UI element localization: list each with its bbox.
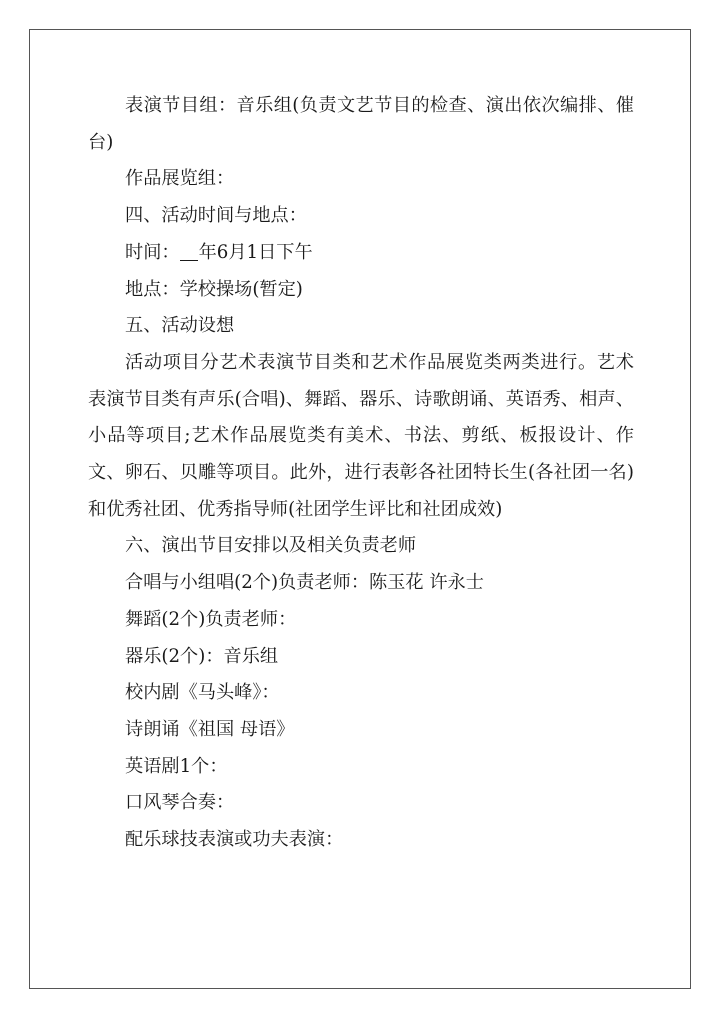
time-label: 时间： [125,241,180,263]
paragraph-melodica-ensemble: 口风琴合奏： [125,792,235,814]
date-blank-underline [180,242,198,261]
paragraph-performance-group: 表演节目组：音乐组(负责文艺节目的检查、演出依次编排、催台) [88,95,634,153]
paragraph-place: 地点：学校操场(暂定) [125,278,303,300]
paragraph-school-drama: 校内剧《马头峰》： [125,682,280,704]
heading-program-arrangement: 六、演出节目安排以及相关负责老师 [125,535,417,557]
paragraph-time [88,235,634,272]
paragraph-dance: 舞蹈(2个)负责老师： [125,608,297,630]
paragraph-english-drama: 英语剧1个： [125,755,228,777]
paragraph-poetry-recitation: 诗朗诵《祖国 母语》 [125,718,295,740]
paragraph-instrumental: 器乐(2个)：音乐组 [125,645,279,667]
time-value: 年6月1日下午 [198,241,313,263]
paragraph-activity-description: 活动项目分艺术表演节目类和艺术作品展览类两类进行。艺术表演节目类有声乐(合唱)、舞蹈、器乐、诗歌朗诵、英语秀、相声、小品等项目;艺术作品展览类有美术、书法、剪纸、板报设计、作文、卵石、贝雕等项目。此外，进行表彰各社团特长生(各社团一名)和优秀社团、优秀指导师(社团学生评比和社团成效) [88,351,634,520]
paragraph-chorus: 合唱与小组唱(2个)负责老师：陈玉花 许永士 [125,572,484,594]
heading-time-and-place: 四、活动时间与地点： [125,205,307,227]
heading-activity-plan: 五、活动设想 [125,315,235,337]
paragraph-exhibition-group: 作品展览组： [125,168,235,190]
document-body [88,88,634,859]
paragraph-ball-or-kungfu: 配乐球技表演或功夫表演： [125,829,344,851]
